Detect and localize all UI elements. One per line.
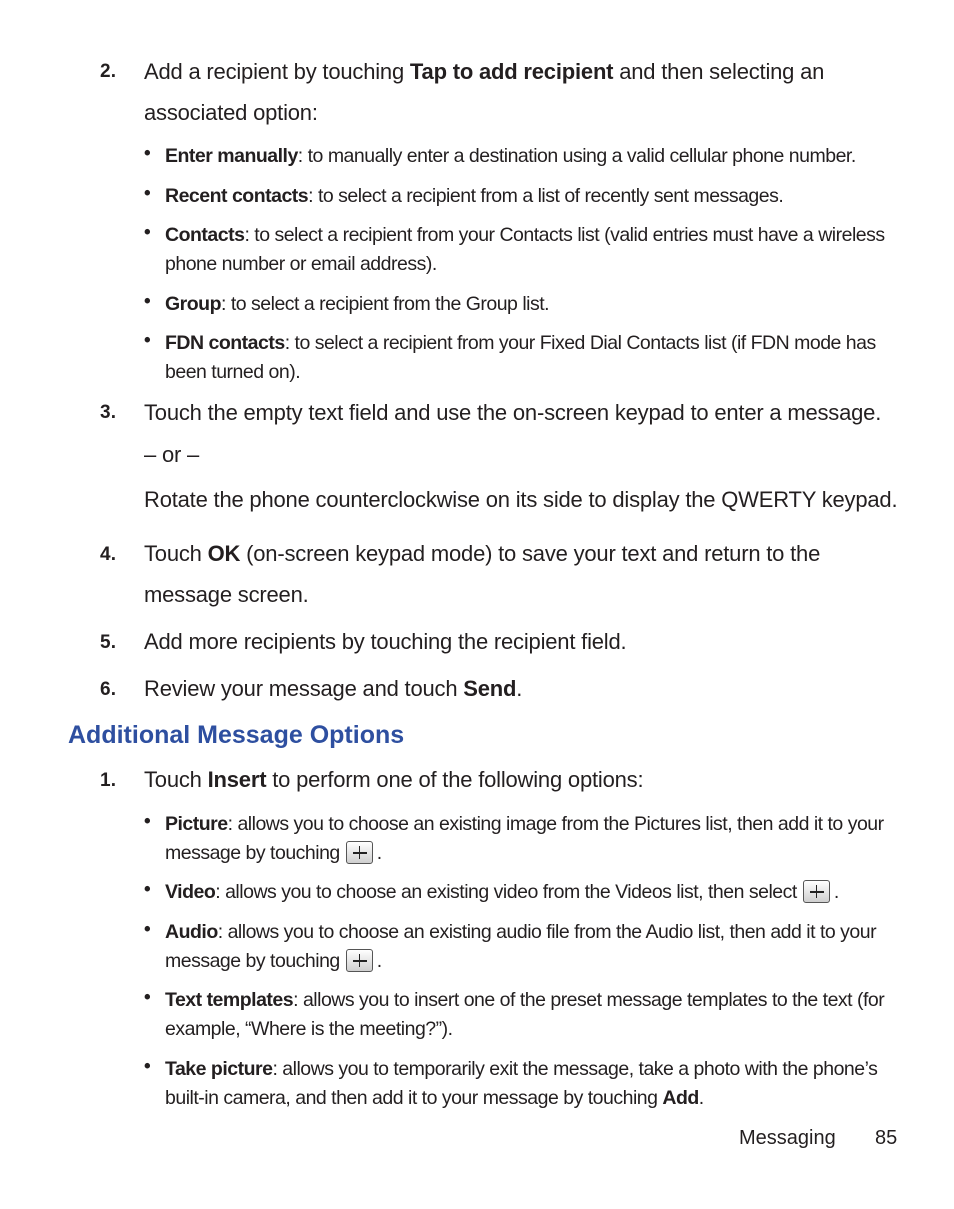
- step-bold: OK: [207, 541, 241, 566]
- step-number: 1.: [100, 770, 117, 791]
- bullet: •: [144, 291, 151, 312]
- bullet: •: [144, 879, 151, 900]
- bullet: •: [144, 987, 151, 1008]
- option-desc: : allows you to choose an existing image from the Pictures list, then add it to your message by touching: [165, 813, 884, 864]
- step-bold: Insert: [207, 767, 267, 792]
- list-item: [165, 142, 900, 171]
- option-term: Enter manually: [165, 145, 298, 167]
- list-item: [165, 918, 900, 976]
- option-desc: : to select a recipient from your Contacts list (valid entries must have a wireless phone number or email address).: [165, 224, 885, 275]
- step-number: 5.: [100, 632, 117, 653]
- step-text-part: (on-screen keypad mode) to save your text and return to the: [240, 541, 821, 566]
- plus-icon: [346, 949, 373, 972]
- step-text-part: Touch: [144, 767, 208, 792]
- option-desc: : to select a recipient from the Group list.: [221, 293, 550, 315]
- step-text-part: Add a recipient by touching: [144, 59, 410, 84]
- step-text: [144, 759, 643, 800]
- step-number: 6.: [100, 679, 117, 700]
- option-term: FDN contacts: [165, 332, 285, 354]
- option-tail: .: [376, 950, 382, 972]
- step-text: Touch the empty text field and use the on-screen keypad to enter a message.: [144, 400, 882, 425]
- step-bold: Send: [463, 676, 517, 701]
- option-desc: : allows you to insert one of the preset message templates to the text (for example, “Where is the meeting?”).: [165, 989, 885, 1040]
- list-item: [165, 810, 900, 868]
- step-text-part: and then selecting an: [613, 59, 825, 84]
- list-item: [165, 221, 900, 279]
- step-text: [144, 668, 522, 709]
- bullet: •: [144, 811, 151, 832]
- step-text-part: Touch: [144, 541, 208, 566]
- option-desc: : to select a recipient from your Fixed Dial Contacts list (if FDN mode has been turned on).: [165, 332, 876, 383]
- step-or: – or –: [144, 442, 200, 467]
- list-item: [165, 1055, 900, 1113]
- option-tail: .: [376, 842, 382, 864]
- option-desc: : to manually enter a destination using a valid cellular phone number.: [297, 145, 856, 167]
- option-desc: : allows you to choose an existing audio file from the Audio list, then add it to your message by touching: [165, 921, 877, 972]
- option-desc: : allows you to choose an existing video from the Videos list, then select: [215, 881, 797, 903]
- list-item: [165, 986, 900, 1044]
- option-term: Group: [165, 293, 221, 315]
- list-item: [165, 878, 900, 907]
- page-number: 85: [875, 1127, 898, 1149]
- step-text-line2: associated option:: [144, 100, 318, 125]
- option-term: Contacts: [165, 224, 245, 246]
- step-text: [144, 51, 824, 92]
- footer-section: Messaging: [739, 1127, 836, 1149]
- option-desc: : allows you to temporarily exit the message, take a photo with the phone’s built-in camera, and then add it to your message by touching: [165, 1058, 878, 1109]
- option-term: Picture: [165, 813, 228, 835]
- bullet: •: [144, 183, 151, 204]
- option-term: Take picture: [165, 1058, 273, 1080]
- step-text-part: to perform one of the following options:: [266, 767, 644, 792]
- option-tail: .: [833, 881, 839, 903]
- step-bold: Tap to add recipient: [409, 59, 614, 84]
- step-number: 2.: [100, 61, 117, 82]
- step-text-line3: Rotate the phone counterclockwise on its side to display the QWERTY keypad.: [144, 487, 898, 512]
- option-term: Video: [165, 881, 216, 903]
- step-text: Add more recipients by touching the recipient field.: [144, 629, 627, 654]
- step-text-part: .: [516, 676, 523, 701]
- plus-icon: [346, 841, 373, 864]
- bullet: •: [144, 919, 151, 940]
- option-term: Text templates: [165, 989, 294, 1011]
- step-number: 3.: [100, 402, 117, 423]
- option-desc: : to select a recipient from a list of recently sent messages.: [308, 185, 784, 207]
- bullet: •: [144, 1056, 151, 1077]
- plus-icon: [803, 880, 830, 903]
- bullet: •: [144, 143, 151, 164]
- bullet: •: [144, 330, 151, 351]
- option-bold: Add: [662, 1087, 699, 1109]
- option-tail: .: [698, 1087, 704, 1109]
- step-text-line2: message screen.: [144, 582, 309, 607]
- section-heading: Additional Message Options: [68, 721, 405, 749]
- list-item: [165, 182, 900, 211]
- bullet: •: [144, 222, 151, 243]
- step-number: 4.: [100, 544, 117, 565]
- option-term: Recent contacts: [165, 185, 309, 207]
- list-item: [165, 290, 900, 319]
- list-item: [165, 329, 900, 387]
- option-term: Audio: [165, 921, 218, 943]
- step-text: [144, 533, 820, 574]
- step-text-part: Review your message and touch: [144, 676, 464, 701]
